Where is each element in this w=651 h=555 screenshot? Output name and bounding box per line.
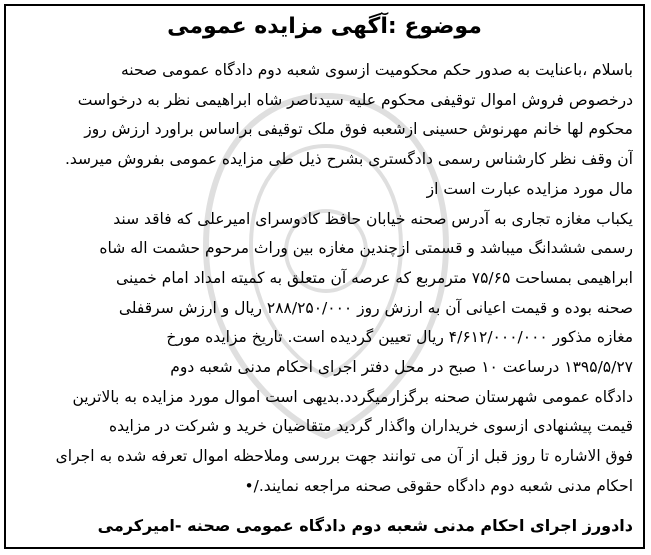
notice-line: باسلام ،باعنایت به صدور حکم محکومیت ازسوی شعبه دوم دادگاه عمومی صحنه: [121, 61, 633, 79]
notice-line: قیمت پیشنهادی ازسوی خریداران واگذار گردید متقاضیان خرید و شرکت در مزایده: [108, 417, 633, 436]
notice-line: مغازه مذکور ۴/۶۱۲/۰۰۰/۰۰۰ ریال تعیین گردیده است. تاریخ مزایده مورخ: [166, 328, 633, 347]
notice-line: درخصوص فروش اموال توقیفی محکوم علیه سیدناصر شاه ابراهیمی نظر به درخواست: [77, 90, 633, 109]
notice-line: فوق الاشاره تا روز قبل از آن می توانند جهت بررسی وملاحظه اموال تعرفه شده به اجرای: [55, 447, 633, 466]
notice-line: مال مورد مزایده عبارت است از: [426, 179, 633, 198]
notice-line: ۱۳۹۵/۵/۲۷ درساعت ۱۰ صبح در محل دفتر اجرای احکام مدنی شعبه دوم: [170, 358, 633, 377]
notice-line: ابراهیمی بمساحت ۷۵/۶۵ مترمربع که عرصه آن متعلق به کمیته امداد امام خمینی: [116, 268, 633, 287]
notice-line: آن وقف نظر کارشناس رسمی دادگستری بشرح ذیل طی مزایده عمومی بفروش میرسد.: [64, 150, 633, 169]
notice-title: موضوع :آگهی مزایده عمومی: [167, 14, 482, 39]
notice-frame: [4, 4, 645, 549]
notice-line: احکام مدنی شعبه دوم دادگاه حقوقی صحنه مراجعه نمایند./•: [244, 476, 633, 495]
notice-line: محکوم لها خانم مهرنوش حسینی ازشعبه فوق ملک توقیفی براساس براورد ارزش روز: [84, 120, 633, 139]
signature: دادورز اجرای احکام مدنی شعبه دوم دادگاه عمومی صحنه -امیرکرمی: [97, 516, 633, 535]
notice-body: [16, 56, 633, 502]
notice-line: صحنه بوده و قیمت اعیانی آن به ارزش روز ۲۸۸/۲۵۰/۰۰۰ ریال و ارزش سرقفلی: [118, 298, 633, 317]
notice-line: رسمی ششدانگ میباشد و قسمتی ازچندین مغازه بین وراث مرحوم حشمت اله شاه: [99, 239, 633, 258]
notice-line: دادگاه عمومی شهرستان صحنه برگزارمیگردد.بدیهی است اموال مورد مزایده به بالاترین: [72, 387, 633, 406]
notice-line: یکباب مغازه تجاری به آدرس صحنه خیابان حافظ کادوسرای امیرعلی که فاقد سند: [113, 209, 633, 228]
